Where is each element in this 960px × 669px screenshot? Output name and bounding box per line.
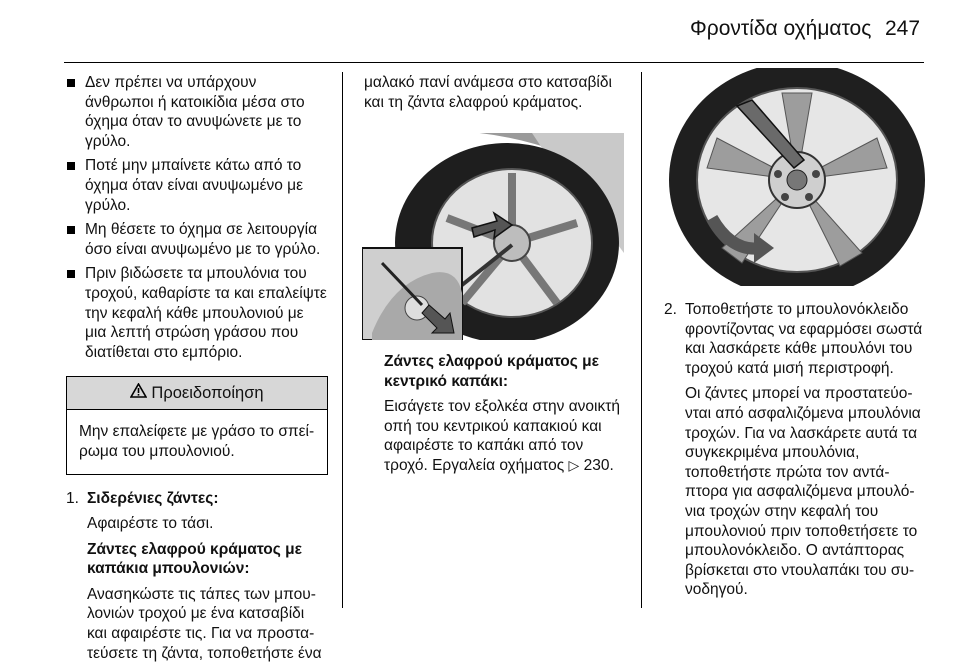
center-cap-subtitle: Ζάντες ελαφρού κράματος με κεντρικό καπάκι: <box>384 353 599 390</box>
column-2 <box>364 73 620 112</box>
list-item: Ποτέ μην μπαίνετε κάτω από το όχημα όταν είναι ανυψωμένο με γρύλο. <box>66 156 328 215</box>
step-2-text: Τοποθετήστε το μπουλονόκλειδο φροντίζοντας να εφαρμόσει σωστά και λασκάρετε κάθε μπουλόνι του τροχού κατά μισή περιστροφή. <box>685 301 923 377</box>
column-2-lower <box>384 352 630 476</box>
header-rule <box>64 62 924 63</box>
page-reference-icon: ▷ <box>568 456 580 473</box>
center-cap-text: Εισάγετε τον εξολκέα στην ανοικτή οπή του κεντρικού καπακιού και αφαιρέστε το καπάκι από τον τροχό. Εργαλεία οχήματος <box>384 398 620 474</box>
continuation-text: μαλακό πανί ανάμεσα στο κατσαβίδι και τη ζάντα ελαφρού κράματος. <box>364 74 612 111</box>
header-title: Φροντίδα οχήματος <box>690 17 872 40</box>
list-item: Πριν βιδώσετε τα μπουλόνια του τροχού, καθαρίστε τα και επαλείψτε την κεφαλή κάθε μπουλονιού με μια λεπτή στρώση γράσου που διατίθεται στο εμπόριο. <box>66 264 328 362</box>
step-1-text: Αφαιρέστε το τάσι. <box>87 515 214 533</box>
column-1 <box>66 73 328 669</box>
page-number: 247 <box>885 17 921 40</box>
list-item: Δεν πρέπει να υπάρχουν άνθρωποι ή κατοικίδια μέσα στο όχημα όταν το ανυψώνετε με το γρύλο. <box>66 73 328 151</box>
warning-header <box>67 377 327 410</box>
warning-text: Μην επαλείφετε με γράσο το σπείρωμα του μπουλονιού. <box>79 423 315 460</box>
hubcap-removal-illustration <box>362 133 624 340</box>
warning-title: Προειδοποίηση <box>151 383 264 402</box>
step-1-text-2: Ανασηκώστε τις τάπες των μπουλονιών τροχού με ένα κατσαβίδι και αφαιρέστε τις. Για να προστατεύσετε τη ζάντα, τοποθετήστε ένα <box>87 585 322 662</box>
step-1: 1. Σιδερένιες ζάντες: Αφαιρέστε το τάσι. Ζάντες ελαφρού κράματος με καπάκια μπουλονιών: Ανασηκώστε τις τάπες των μπουλονιών τροχού με ένα κατσαβίδι και αφαιρέστε τις. Για να προστατεύσετε τη ζάντα, τοποθετήστε ένα <box>66 489 328 664</box>
step-1-title: Σιδερένιες ζάντες: <box>87 489 219 507</box>
column-3 <box>664 300 926 606</box>
wheel-wrench-illustration <box>662 68 926 286</box>
warning-box <box>66 376 328 474</box>
list-item: Μη θέσετε το όχημα σε λειτουργία όσο είναι ανυψωμένο με το γρύλο. <box>66 220 328 259</box>
step-2: 2. Τοποθετήστε το μπουλονόκλειδο φροντίζοντας να εφαρμόσει σωστά και λασκάρετε κάθε μπουλόνι του τροχού κατά μισή περιστροφή. Οι ζάντες μπορεί να προστατεύονται από ασφαλιζόμενα μπουλόνια τροχών. Για να λασκάρετε αυτά τα συγκεκριμένα μπουλόνια, τοποθετήστε πρώτα τον αντάπτορα για ασφαλιζόμενα μπουλόνια τροχών στην κεφαλή του μπουλονιού πριν τοποθετήσετε το μπουλονόκλειδο. Ο αντάπτορας βρίσκεται στο ντουλαπάκι του συνοδηγού. <box>664 300 926 600</box>
column-divider-2 <box>641 72 642 608</box>
warning-triangle-icon <box>130 383 147 404</box>
step-2-text-2: Οι ζάντες μπορεί να προστατεύονται από ασφαλιζόμενα μπουλόνια τροχών. Για να λασκάρετε αυτά τα συγκεκριμένα μπουλόνια, τοποθετήστε πρώτα τον αντάπτορα για ασφαλιζόμενα μπουλόνια τροχών στην κεφαλή του μπουλονιού πριν τοποθετήσετε το μπουλονόκλειδο. Ο αντάπτορας βρίσκεται στο ντουλαπάκι του συνοδηγού. <box>685 385 921 599</box>
step-1-subtitle: Ζάντες ελαφρού κράματος με καπάκια μπουλονιών: <box>87 540 302 578</box>
page-reference: 230. <box>583 456 614 474</box>
column-divider-1 <box>342 72 343 608</box>
